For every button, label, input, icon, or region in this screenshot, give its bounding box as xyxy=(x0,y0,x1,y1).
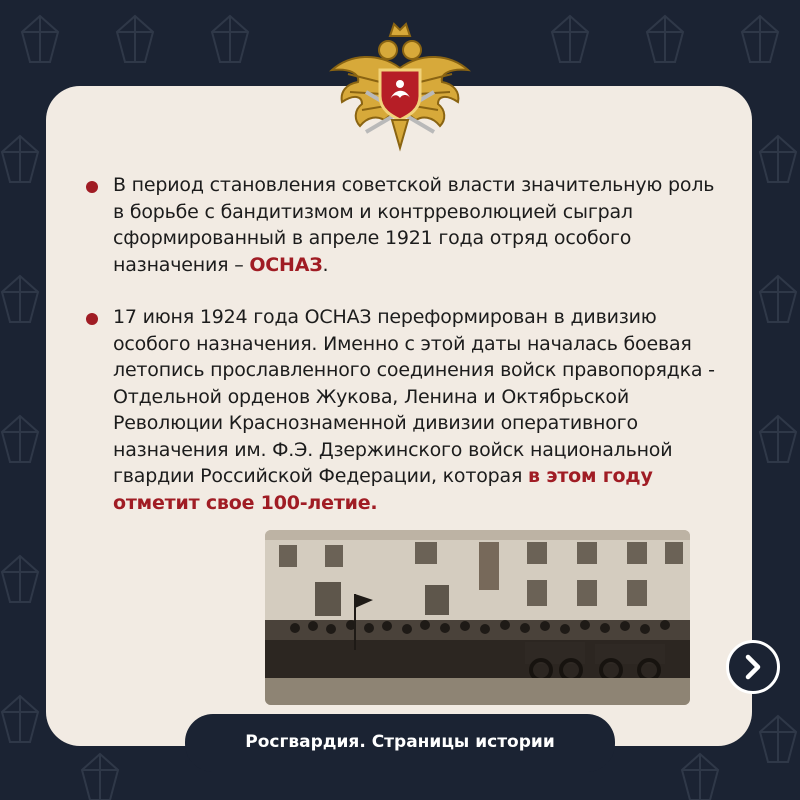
bullet-dot xyxy=(86,181,98,193)
chevron-right-icon xyxy=(729,643,777,691)
bullet-text: В период становления советской власти значительную роль в борьбе с бандитизмом и контрреволюцией сыграл сформированный в апреле 1921 года отряд особого назначения – ОСНАЗ. xyxy=(113,174,715,276)
rosgvardia-eagle-emblem-icon xyxy=(328,12,472,156)
bullet-text: 17 июня 1924 года ОСНАЗ переформирован в дивизию особого назначения. Именно с этой даты началась боевая летопись прославленного соединения войск правопорядка - Отдельной орденов Жукова, Ленина и Октябрьской Революции Краснознаменной дивизии оперативного назначения им. Ф.Э. Дзержинского войск национальной гвардии Российской Федерации, которая в этом году отметит свое 100-летие. xyxy=(113,306,715,514)
footer-bar xyxy=(185,714,615,772)
footer-title: Росгвардия. Страницы истории xyxy=(245,732,555,752)
highlight-text: в этом году отметит свое 100-летие. xyxy=(113,465,653,514)
bullet-item-division xyxy=(86,304,726,554)
historic-photo-soldiers-icon xyxy=(265,530,690,705)
bullet-item-osnaz xyxy=(86,172,726,282)
next-slide-button[interactable] xyxy=(726,640,780,694)
bullet-dot xyxy=(86,313,98,325)
highlight-text: ОСНАЗ xyxy=(249,253,323,276)
